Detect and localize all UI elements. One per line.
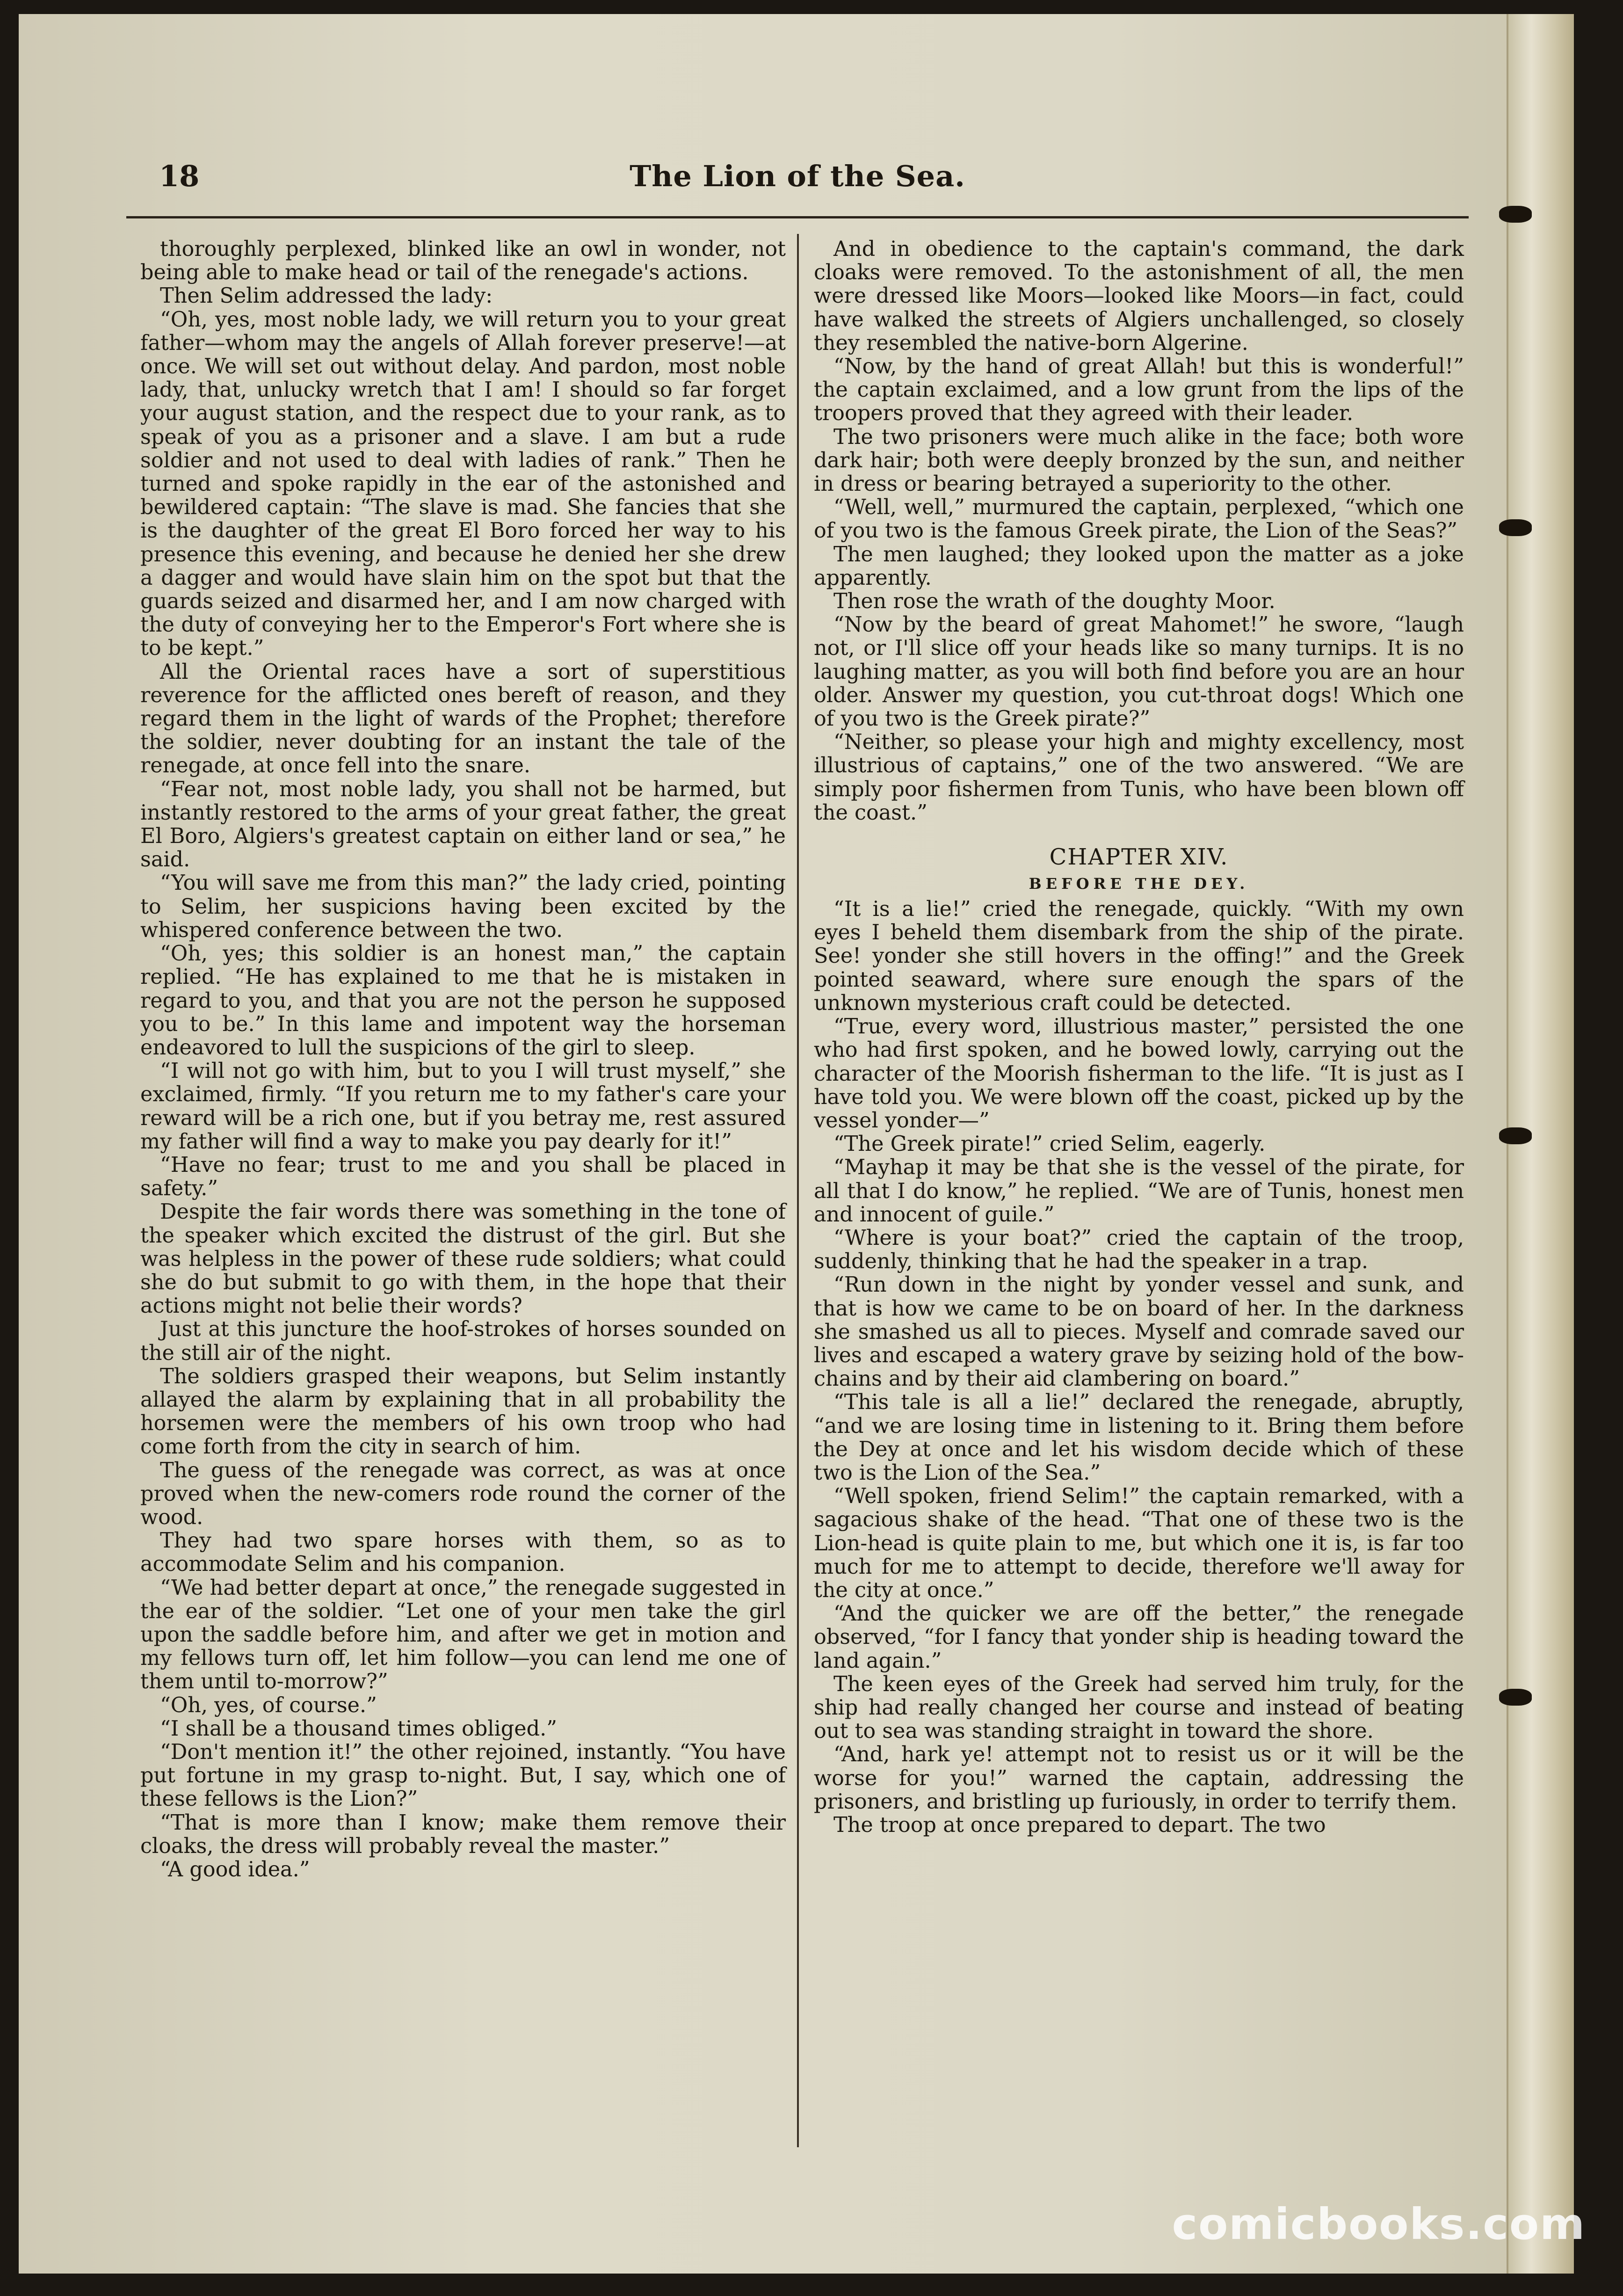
book-page — [19, 14, 1574, 2274]
paragraph: “True, every word, illustrious master,” persisted the one who had first spoken, and he bowed lowly, carrying out the character of the Moorish fisherman to the life. “It is just as I have told you. We were blown off the coast, picked up by the vessel yonder—” — [814, 1015, 1464, 1133]
paragraph: “Well spoken, friend Selim!” the captain remarked, with a sagacious shake of the head. “That one of these two is the Lion-head is quite plain to me, but which one it is, is far too much for me to attempt to decide, therefore we'll away for the city at once.” — [814, 1484, 1464, 1602]
paragraph: “Now by the beard of great Mahomet!” he swore, “laugh not, or I'll slice off your heads like so many turnips. It is no laughing matter, as you will both find before you are an hour older. Answer my question, you cut-throat dogs! Which one of you two is the Greek pirate?” — [814, 613, 1464, 731]
header-rule — [126, 216, 1469, 218]
paragraph: The troop at once prepared to depart. The two — [833, 1813, 1326, 1837]
paragraph: The soldiers grasped their weapons, but Selim instantly allayed the alarm by explaining that in all probability the horsemen were the members of his own troop who had come forth from the city in search of him. — [140, 1364, 786, 1459]
paragraph: “That is more than I know; make them remove their cloaks, the dress will probably reveal the master.” — [140, 1810, 786, 1858]
paragraph: “Neither, so please your high and mighty excellency, most illustrious of captains,” one of the two answered. “We are simply poor fishermen from Tunis, who have been blown off the coast.” — [814, 730, 1464, 825]
paragraph: Then rose the wrath of the doughty Moor. — [833, 589, 1275, 614]
watermark: comicbooks.com — [1172, 2199, 1586, 2249]
binding-stitch — [1499, 1689, 1532, 1706]
paragraph: “Run down in the night by yonder vessel and sunk, and that is how we came to be on board of her. In the darkness she smashed us all to pieces. Myself and comrade saved our lives and escaped a watery grave by seizing hold of the bow-chains and by their aid clambering on board.” — [814, 1273, 1464, 1391]
paragraph: “And the quicker we are off the better,” the renegade observed, “for I fancy that yonder ship is heading toward the land again.” — [814, 1602, 1464, 1673]
paragraph: “We had better depart at once,” the renegade suggested in the ear of the soldier. “Let one of your men take the girl upon the saddle before him, and after we get in motion and my fellows turn off, let him follow—you can lend me one of them until to-morrow?” — [140, 1576, 786, 1694]
paragraph: The two prisoners were much alike in the face; both wore dark hair; both were deeply bronzed by the sun, and neither in dress or bearing betrayed a superiority to the other. — [814, 425, 1464, 496]
page-spine — [1507, 14, 1574, 2274]
paragraph: “Oh, yes; this soldier is an honest man,” the captain replied. “He has explained to me that he is mistaken in regard to you, and that you are not the person he supposed you to be.” In this lame and impotent way the horseman endeavored to lull the suspicions of the girl to sleep. — [140, 942, 786, 1060]
paragraph: “Well, well,” murmured the captain, perplexed, “which one of you two is the famous Greek pirate, the Lion of the Seas?” — [814, 495, 1464, 543]
paragraph: Then Selim addressed the lady: — [160, 284, 493, 308]
paragraph: The guess of the renegade was correct, as was at once proved when the new-comers rode round the corner of the wood. — [140, 1458, 786, 1529]
paragraph: “A good idea.” — [160, 1858, 310, 1882]
paragraph: “Mayhap it may be that she is the vessel of the pirate, for all that I do know,” he replied. “We are of Tunis, honest men and innocent of guile.” — [814, 1155, 1464, 1227]
binding-stitch — [1499, 1127, 1532, 1144]
paragraph: “Fear not, most noble lady, you shall not be harmed, but instantly restored to the arms of your great father, the great El Boro, Algiers's greatest captain on either land or sea,” he said. — [140, 777, 786, 872]
chapter-heading: CHAPTER XIV. — [1049, 844, 1229, 871]
paragraph: They had two spare horses with them, so as to accommodate Selim and his companion. — [140, 1529, 786, 1577]
paragraph: “Oh, yes, of course.” — [160, 1693, 377, 1717]
binding-stitch — [1499, 519, 1532, 536]
paragraph: Just at this juncture the hoof-strokes of horses sounded on the still air of the night. — [140, 1317, 786, 1365]
paragraph: And in obedience to the captain's command, the dark cloaks were removed. To the astonishment of all, the men were dressed like Moors—looked like Moors—in fact, could have walked the streets of Algiers unchallenged, so closely they resembled the native-born Algerine. — [814, 237, 1464, 355]
paragraph: “I will not go with him, but to you I will trust myself,” she exclaimed, firmly. “If you return me to my father's care your reward will be a rich one, but if you betray me, rest assured my father will find a way to make you pay dearly for it!” — [140, 1059, 786, 1154]
right-column-text-after-chapter — [814, 898, 1464, 1837]
paragraph: “I shall be a thousand times obliged.” — [160, 1716, 557, 1741]
paragraph: “Where is your boat?” cried the captain of the troop, suddenly, thinking that he had the speaker in a trap. — [814, 1226, 1464, 1274]
paragraph: “It is a lie!” cried the renegade, quickly. “With my own eyes I beheld them disembark from the ship of the pirate. See! yonder she still hovers in the offing!” and the Greek pointed seaward, where sure enough the spars of the unknown mysterious craft could be detected. — [814, 897, 1464, 1015]
paragraph: “This tale is all a lie!” declared the renegade, abruptly, “and we are losing time in listening to it. Bring them before the Dey at once and let his wisdom decide which of these two is the Lion of the Sea.” — [814, 1390, 1464, 1485]
running-title: The Lion of the Sea. — [630, 159, 965, 193]
right-column-text-before-chapter — [814, 238, 1464, 825]
chapter-subheading: BEFORE THE DEY. — [1029, 875, 1249, 893]
column-divider — [797, 234, 799, 2147]
page-header — [126, 154, 1469, 206]
binding-stitch — [1499, 206, 1532, 223]
right-column — [814, 238, 1464, 1837]
paragraph: “You will save me from this man?” the lady cried, pointing to Selim, her suspicions having been excited by the whispered conference between the two. — [140, 871, 786, 942]
paragraph: The men laughed; they looked upon the matter as a joke apparently. — [814, 542, 1464, 590]
paragraph: thoroughly perplexed, blinked like an owl in wonder, not being able to make head or tail of the renegade's actions. — [140, 237, 786, 285]
paragraph: “Oh, yes, most noble lady, we will return you to your great father—whom may the angels of Allah forever preserve!—at once. We will set out without delay. And pardon, most noble lady, that, unlucky wretch that I am! I should so far forget your august station, and the respect due to your rank, as to speak of you as a prisoner and a slave. I am but a rude soldier and not used to deal with ladies of rank.” Then he turned and spoke rapidly in the ear of the astonished and bewildered captain: “The slave is mad. She fancies that she is the daughter of the great El Boro forced her way to his presence this evening, and because he denied her she drew a dagger and would have slain him on the spot but that the guards seized and disarmed her, and I am now charged with the duty of conveying her to the Emperor's Fort where she is to be kept.” — [140, 307, 786, 661]
paragraph: All the Oriental races have a sort of superstitious reverence for the afflicted ones bereft of reason, and they regard them in the light of wards of the Prophet; therefore the soldier, never doubting for an instant the tale of the renegade, at once fell into the snare. — [140, 660, 786, 778]
page-number: 18 — [159, 159, 200, 193]
paragraph: “Have no fear; trust to me and you shall be placed in safety.” — [140, 1153, 786, 1201]
left-column — [140, 238, 786, 1882]
paragraph: “Now, by the hand of great Allah! but this is wonderful!” the captain exclaimed, and a low grunt from the lips of the troopers proved that they agreed with their leader. — [814, 355, 1464, 426]
paragraph: The keen eyes of the Greek had served him truly, for the ship had really changed her course and instead of beating out to sea was standing straight in toward the shore. — [814, 1672, 1464, 1744]
paragraph: “The Greek pirate!” cried Selim, eagerly. — [833, 1132, 1266, 1156]
paragraph: “And, hark ye! attempt not to resist us or it will be the worse for you!” warned the captain, addressing the prisoners, and bristling up furiously, in order to terrify them. — [814, 1743, 1464, 1814]
paragraph: Despite the fair words there was something in the tone of the speaker which excited the distrust of the girl. But she was helpless in the power of these rude soldiers; what could she do but submit to go with them, in the hope that their actions might not belie their words? — [140, 1200, 786, 1318]
paragraph: “Don't mention it!” the other rejoined, instantly. “You have put fortune in my grasp to-night. But, I say, which one of these fellows is the Lion?” — [140, 1740, 786, 1811]
